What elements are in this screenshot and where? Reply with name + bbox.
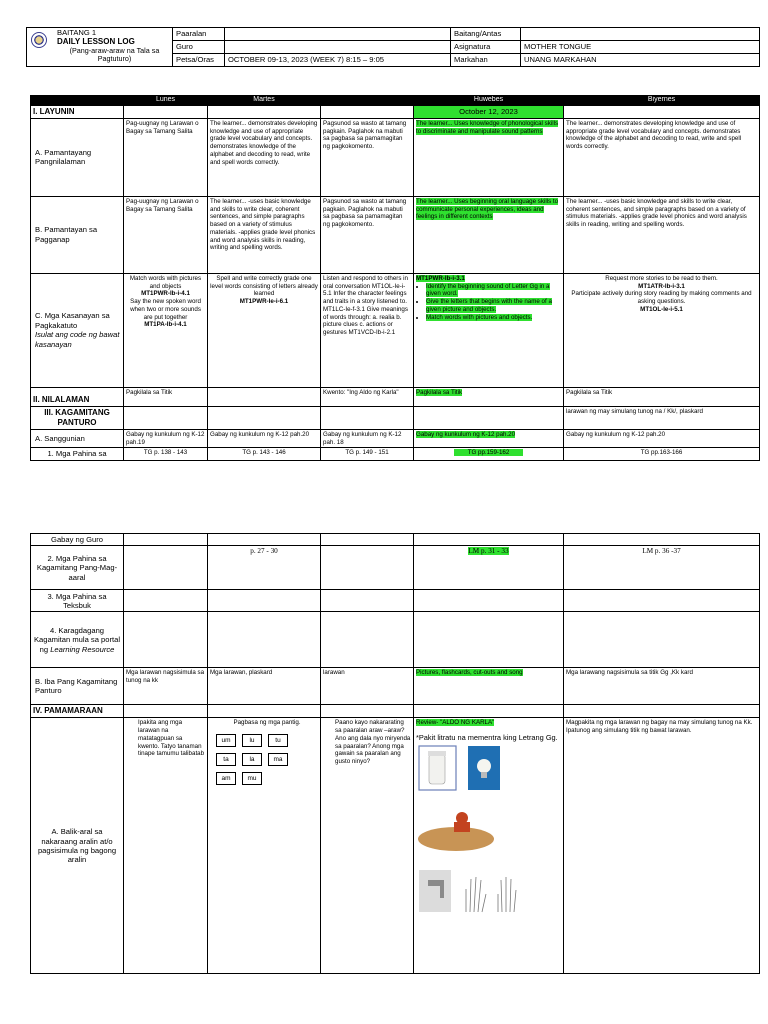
row-label-teksbuk: 3. Mga Pahina sa Teksbuk	[31, 590, 124, 612]
c2-text: Spell and write correctly grade one level words consisting of letters already learned	[210, 274, 318, 298]
guro-value	[225, 41, 451, 54]
iba-biyernes: Mga larawang nagsisimula sa titik Gg ,Kk kard	[564, 668, 760, 705]
cell-b-huwebes: The learner... Uses beginning oral language skills to communicate personal experiences, ideas and feelings in different contexts	[416, 197, 559, 221]
sang-martes: Gabay ng kunkulum ng K-12 pah.20	[208, 429, 321, 448]
cell-c-miyerkules: Listen and respond to others in oral conversation MT1OL-Ie-i-5.1 Infer the character feelings and traits in a story listened to. MT1LC-Ie-f-3.1 Give meanings of words through: a. realia b. picture clues c. actions or gestures MT1VCD-Ib-i-2.1	[321, 273, 414, 387]
cell-b-biyernes: The learner... -uses basic knowledge and skills to write clear, coherent sentences, and simple paragraphs based on a variety of stimulus materials. -applies grade level phonics and word analysis skills in reading, writing and spelling words.	[564, 196, 760, 273]
row-label-karagdagang: 4. Karagdagang Kagamitan mula sa portal ng	[33, 625, 121, 654]
sang-biyernes: Gabay ng kunkulum ng K-12 pah.20	[564, 429, 760, 448]
c2-code: MT1PWR-Ie-i-6.1	[239, 298, 289, 305]
cell-a-lunes: Pag-uugnay ng Larawan o Bagay sa Tamang Salita	[124, 118, 208, 196]
c1-text2: Say the new spoken word when two or more sounds are put together	[130, 298, 201, 321]
c4-item: Match words with pictures and objects.	[426, 313, 533, 321]
c4-list	[416, 283, 561, 322]
nil-lunes: Pagkilala sa Titik	[124, 387, 208, 406]
cell-b-miyerkules: Pagsunod sa wasto at tamang pagkain. Paglahok na mabuti sa pagbasa sa pamamagitan ng pagkokomento.	[321, 196, 414, 273]
bal-miyerkules: Paano kayo nakararating sa paaralan araw –araw?Ano ang dala nyo miryenda sa paaralan? Anong mga gawain sa paaralan ang gusto ninyo?	[321, 718, 414, 974]
tg-miyerkules: TG p. 149 - 151	[321, 448, 414, 460]
lm-huwebes: LM p. 31 - 33	[468, 547, 509, 556]
syllable-card: tu	[268, 734, 288, 747]
hands-picture	[466, 877, 516, 912]
petsa-label: Petsa/Oras	[173, 54, 225, 67]
row-sublabel-kasanayan: Isulat ang code ng bawat kasanayan	[35, 330, 120, 349]
tg-biyernes: TG pp.163-166	[564, 448, 760, 460]
sang-miyerkules: Gabay ng kunkulum ng K-12 pah. 18	[321, 429, 414, 448]
c1-code2: MT1PA-Ib-i-4.1	[144, 321, 187, 329]
markahan-value: UNANG MARKAHAN	[521, 54, 760, 67]
bal-biyernes: Magpakita ng mga larawan ng bagay na may simulang tunog na Kk. Ipatunog ang simulang titik ng bawat larawan.	[564, 718, 760, 974]
syllable-card: ta	[216, 753, 236, 766]
bal-lunes: Ipakita ang mga larawan na matatagpuan sa kwento. Tatyo tanaman tinape tamumu talibatab	[124, 718, 208, 974]
doc-subtitle: (Pang-araw-araw na Tala sa Pagtuturo)	[69, 45, 160, 64]
cell-a-biyernes: The learner... demonstrates developing knowledge and use of appropriate grade level vocabulary and concepts. demonstrates knowledge of the alphabet and decoding to read, write and spell words correctly.	[564, 118, 760, 196]
row-label-gabay-ng-guro: Gabay ng Guro	[31, 534, 124, 546]
nil-biyernes: Pagkilala sa Titik	[564, 387, 760, 406]
cell-b-martes: The learner... -uses basic knowledge and skills to write clear, coherent sentences, and simple paragraphs based on a variety of stimulus materials. -applies grade level phonics and word analysis skills in reading, writing and spelling words.	[208, 196, 321, 273]
asignatura-value: MOTHER TONGUE	[521, 41, 760, 54]
lm-biyernes: LM p. 36 -37	[564, 546, 760, 590]
iba-huwebes: Pictures, flashcards, cut-outs and song	[416, 669, 523, 677]
tg-martes: TG p. 143 - 146	[208, 448, 321, 460]
section-pamamaraan: IV. PAMAMARAAN	[31, 705, 124, 718]
header-table	[26, 27, 760, 67]
nil-huwebes: Pagkilala sa Titik	[416, 388, 463, 396]
row-label-balik-aral: A. Balik-aral sa nakaraang aralin at/o pagsisimula ng bagong aralin	[31, 718, 124, 974]
baitang-label: Baitang/Antas	[451, 28, 521, 41]
iba-miyerkules: larawan	[321, 668, 414, 705]
row-label-sanggunian: A. Sanggunian	[31, 429, 124, 448]
sang-lunes: Gabay ng kunkulum ng K-12 pah.19	[124, 429, 208, 448]
kag-biyernes: larawan ng may simulang tunog na / Kk/, plaskard	[564, 406, 760, 429]
paaralan-label: Paaralan	[173, 28, 225, 41]
row-label-mga-pahina: 1. Mga Pahina sa	[31, 448, 124, 460]
faucet-picture	[419, 870, 451, 912]
doc-title: DAILY LESSON LOG	[57, 37, 135, 47]
day-lunes: Lunes	[124, 96, 208, 106]
guro-label: Guro	[173, 41, 225, 54]
boy-digging-picture	[418, 812, 494, 851]
syllable-card: um	[216, 734, 236, 747]
asignatura-label: Asignatura	[451, 41, 521, 54]
section-kagamitan: III. KAGAMITANG PANTURO	[31, 406, 124, 429]
markahan-label: Markahan	[451, 54, 521, 67]
c4-item: Give the letters that begins with the name of a given picture and objects.	[426, 298, 552, 313]
c5-code: MT1ATR-Ib-i-3.1	[638, 282, 685, 290]
baitang-value	[521, 28, 760, 41]
syllable-card: am	[216, 772, 236, 785]
iba-lunes: Mga larawan nagsisimula sa tunog na kk	[124, 668, 208, 705]
section-layunin: I. LAYUNIN	[31, 105, 124, 118]
paaralan-value	[225, 28, 451, 41]
petsa-value: OCTOBER 09-13, 2023 (WEEK 7) 8:15 – 9:05	[225, 54, 451, 67]
section-nilalaman: II. NILALAMAN	[31, 387, 124, 406]
tg-huwebes: TG pp.159-162	[454, 449, 524, 456]
c5-text: Request more stories to be read to them.	[605, 274, 718, 282]
c4-code: MT1PWR-Ib-i-3.1	[416, 274, 465, 282]
row-label-kasanayan: C. Mga Kasanayan sa Pagkakatuto	[35, 311, 110, 330]
syllable-card: ma	[268, 753, 288, 766]
c1-text: Match words with pictures and objects	[129, 274, 202, 290]
nil-miyerkules: Kwento: "Ing Aldo ng Karla"	[321, 387, 414, 406]
review-title: Review- "ALDO NG KARLA"	[416, 719, 495, 727]
nil-martes	[208, 387, 321, 406]
syllable-card: lu	[242, 734, 262, 747]
row-label-pamantayang-pangnilalaman: A. Pamantayang Pangnilalaman	[31, 118, 124, 196]
cell-a-martes: The learner... demonstrates developing knowledge and use of appropriate grade level vocabulary and concepts. demonstrates knowledge of the alphabet and decoding to read, write and spell words correctly.	[208, 118, 321, 196]
day-huwebes: Huwebes	[414, 96, 564, 106]
day-martes: Martes	[208, 96, 321, 106]
c1-code: MT1PWR-Ib-i-4.1	[141, 290, 190, 298]
tg-lunes: TG p. 138 - 143	[124, 448, 208, 460]
bulb-picture	[468, 746, 500, 790]
lesson-table-page2	[30, 533, 760, 974]
lm-martes: p. 27 - 30	[208, 546, 321, 590]
c5-text2: Participate actively during story reading by making comments and asking questions.	[571, 290, 752, 305]
grade-level: BAITANG 1	[57, 28, 97, 37]
row-label-pamantayan-sa-pagganap: B. Pamantayan sa Pagganap	[31, 196, 124, 273]
iba-martes: Mga larawan, plaskard	[208, 668, 321, 705]
lesson-table-page1	[30, 95, 760, 461]
syllable-card: mu	[242, 772, 262, 785]
c5-code2: MT1OL-Ie-i-5.1	[640, 305, 683, 313]
review-pictures	[416, 744, 561, 944]
cell-a-huwebes: The learner... Uses knowledge of phonological skills to discriminate and manipulate sound patterns	[416, 119, 559, 135]
day-biyernes: Biyernes	[564, 96, 760, 106]
sang-huwebes: Gabay ng kunkulum ng K-12 pah.20	[416, 430, 516, 438]
jar-picture	[419, 746, 456, 790]
row-label-learning-resource: Learning Resource	[50, 644, 115, 654]
row-label-lm: 2. Mga Pahina sa Kagamitang Pang-Mag-aaral	[31, 546, 124, 590]
date-note: October 12, 2023	[414, 105, 564, 118]
bal-martes-title: Pagbasa ng mga pantig.	[233, 719, 301, 727]
review-instruction: *Pakit litratu na mementra king Letrang Gg.	[416, 733, 558, 743]
cell-b-lunes: Pag-uugnay ng Larawan o Bagay sa Tamang Salita	[124, 196, 208, 273]
syllable-card: la	[242, 753, 262, 766]
cell-a-miyerkules: Pagsunod sa wasto at tamang pagkain. Paglahok na mabuti sa pagbasa sa pamamagitan ng pagkokomento.	[321, 118, 414, 196]
c4-item: Identify the beginning sound of Letter Gg in a given word.	[426, 282, 550, 298]
row-label-iba-pang-kagamitan: B. Iba Pang Kagamitang Panturo	[31, 668, 124, 705]
